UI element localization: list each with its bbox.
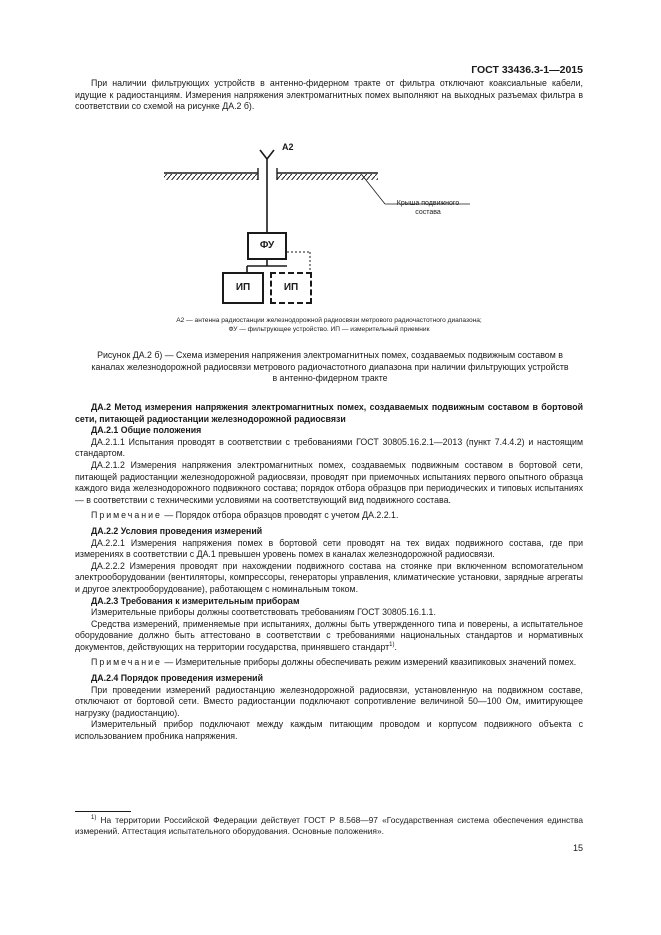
- page-number: 15: [572, 843, 583, 853]
- roof-right: [277, 168, 378, 180]
- section-da24-p2: Измерительный прибор подключают между каждым питающим проводом и корпусом подвижного объекта с использованием пробника напряжения.: [75, 719, 583, 742]
- antenna-icon: [260, 150, 274, 235]
- intro-paragraph: При наличии фильтрующих устройств в антенно-фидерном тракте от фильтра отключают коаксиальные кабели, идущие к радиостанциям. Измерения напряжения электромагнитных помех выполняют на выходных разъемах фильтра в соответствии со схемой на рисунке ДА.2 б).: [75, 78, 583, 112]
- figure-title: Рисунок ДА.2 б) — Схема измерения напряжения электромагнитных помех, создаваемых подвижным составом в каналах железнодорожной радиосвязи метрового радиочастотного диапазона при наличии фильтрующих устройств в антенно-фидерном тракте: [91, 350, 569, 384]
- footnote: [75, 815, 583, 837]
- note-text: — Порядок отбора образцов проводят с учетом ДА.2.2.1.: [161, 510, 399, 521]
- receiver-box-2: ИП: [270, 272, 312, 304]
- section-da23-p2: [75, 619, 583, 654]
- section-da21-note: [75, 510, 583, 522]
- roof-label-line2: состава: [415, 209, 441, 216]
- diagram-svg: [150, 140, 490, 310]
- main-content: [75, 402, 583, 743]
- antenna-label: А2: [282, 142, 294, 152]
- section-da22-heading: ДА.2.2 Условия проведения измерений: [91, 525, 263, 536]
- note-text: — Измерительные приборы должны обеспечивать режим измерений квазипиковых значений помех.: [161, 657, 577, 668]
- footnote-text: На территории Российской Федерации действует ГОСТ Р 8.568—97 «Государственная система обеспечения единства измерений. Аттестация испытательного оборудования. Основные положения».: [75, 815, 583, 836]
- section-da23-heading: ДА.2.3 Требования к измерительным приборам: [91, 595, 300, 606]
- section-da22-p2: ДА.2.2.2 Измерения проводят при нахождении подвижного состава на стоянке при включенном вспомогательном электрооборудовании (вентиляторы, компрессоры, генераторы управления, климатические установки, зарядные агрегаты и другое электрооборудование), работающем с номинальным током.: [75, 560, 583, 594]
- section-da24-p1: При проведении измерений радиостанцию железнодорожной радиосвязи, установленную на подвижном составе, отключают от бортовой сети. Вместо радиостанции подключают сопротивление величиной 50—100 Ом, имитирующее нагрузку (радиостанцию).: [75, 684, 583, 718]
- filter-device-box: ФУ: [247, 232, 287, 260]
- document-number: ГОСТ 33436.3-1—2015: [471, 64, 583, 76]
- note-label: Примечание: [91, 657, 162, 668]
- receiver-box-1: ИП: [222, 272, 264, 304]
- roof-label: [378, 199, 478, 217]
- figure-diagram: [150, 140, 490, 310]
- roof-left: [164, 168, 258, 180]
- section-da23-note: [75, 657, 583, 669]
- footnote-divider: [75, 811, 131, 812]
- section-da23-p2-text: Средства измерений, применяемые при испытаниях, должны быть утвержденного типа и поверены, а испытательное оборудование должно быть аттестовано в соответствии с требованиями национальных стандартов и нормативных документов, действующих на территории государства, принявшего стандарт: [75, 618, 583, 652]
- intro-section: [75, 78, 583, 113]
- footnote-ref: 1): [389, 641, 395, 648]
- section-da24-heading: ДА.2.4 Порядок проведения измерений: [91, 673, 264, 684]
- figure-legend: [75, 316, 583, 334]
- section-da21-p1: ДА.2.1.1 Испытания проводят в соответствии с требованиями ГОСТ 30805.16.2.1—2013 (пункт 7.4.4.2) и настоящим стандартом.: [75, 436, 583, 459]
- note-label: Примечание: [91, 510, 162, 521]
- section-da22-p1: ДА.2.2.1 Измерения напряжения помех в бортовой сети проводят на тех видах подвижного состава, где при измерениях в соответствии с ДА.1 превышен уровень помех в каналах железнодорожной радиосвязи.: [75, 537, 583, 560]
- footnote-paragraph: [75, 815, 583, 837]
- section-da23-p2-end: .: [394, 641, 397, 652]
- legend-line-1: А2 — антенна радиостанции железнодорожной радиосвязи метрового радиочастотного диапазона;: [176, 317, 482, 324]
- roof-label-line1: Крыша подвижного: [396, 200, 460, 207]
- footnote-marker: 1): [91, 815, 97, 822]
- section-da23-p1: Измерительные приборы должны соответствовать требованиям ГОСТ 30805.16.1.1.: [91, 607, 436, 618]
- section-da21-heading: ДА.2.1 Общие положения: [91, 425, 202, 436]
- section-da21-p2: ДА.2.1.2 Измерения напряжения электромагнитных помех, создаваемых подвижным составом в бортовой сети, питающей радиостанции железнодорожной радиосвязи, проводят при приемочных испытаниях первого опытного образца каждого вида железнодорожного подвижного состава; порядок отбора образцов при периодических и типовых испытаниях — в соответствии с техническими условиями на соответствующий вид подвижного состава.: [75, 459, 583, 505]
- section-da2-heading: ДА.2 Метод измерения напряжения электромагнитных помех, создаваемых подвижным составом в бортовой сети, питающей радиостанции железнодорожной радиосвязи: [75, 402, 583, 424]
- legend-line-2: ФУ — фильтрующее устройство. ИП — измерительный приемник: [228, 326, 430, 333]
